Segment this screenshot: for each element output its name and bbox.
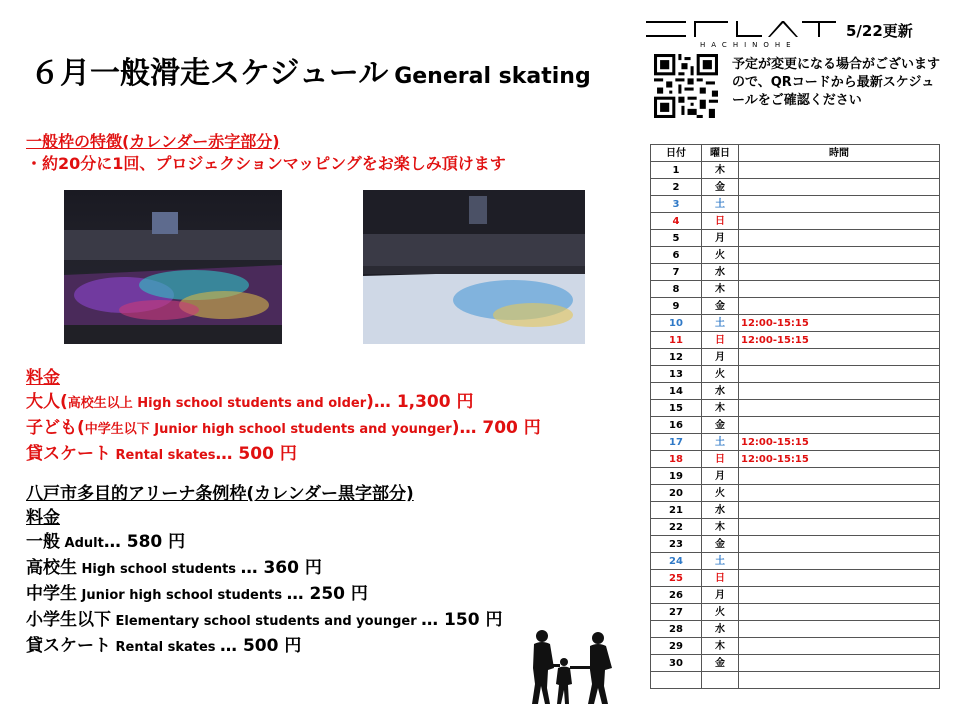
schedule-row bbox=[651, 366, 940, 383]
schedule-date bbox=[651, 672, 702, 689]
schedule-date: 11 bbox=[651, 332, 702, 349]
schedule-row bbox=[651, 332, 940, 349]
schedule-date: 17 bbox=[651, 434, 702, 451]
schedule-weekday: 土 bbox=[702, 315, 739, 332]
header-time: 時間 bbox=[739, 145, 940, 162]
arena-price-label: 小学生以下 bbox=[26, 610, 111, 630]
flat-logo-mark bbox=[646, 18, 836, 40]
schedule-time: 12:00-15:15 bbox=[739, 451, 940, 468]
schedule-row bbox=[651, 315, 940, 332]
schedule-row bbox=[651, 468, 940, 485]
schedule-weekday: 日 bbox=[702, 213, 739, 230]
qr-code-icon[interactable] bbox=[654, 54, 718, 118]
schedule-date: 12 bbox=[651, 349, 702, 366]
schedule-time bbox=[739, 570, 940, 587]
schedule-weekday: 火 bbox=[702, 604, 739, 621]
schedule-date: 25 bbox=[651, 570, 702, 587]
schedule-row bbox=[651, 281, 940, 298]
schedule-date: 22 bbox=[651, 519, 702, 536]
schedule-date: 24 bbox=[651, 553, 702, 570]
schedule-time: 12:00-15:15 bbox=[739, 332, 940, 349]
schedule-date: 7 bbox=[651, 264, 702, 281]
schedule-time bbox=[739, 604, 940, 621]
schedule-date: 20 bbox=[651, 485, 702, 502]
schedule-date: 29 bbox=[651, 638, 702, 655]
schedule-row bbox=[651, 434, 940, 451]
arena-price-value: … 360 円 bbox=[240, 558, 322, 578]
schedule-time bbox=[739, 230, 940, 247]
schedule-row bbox=[651, 621, 940, 638]
arena-price-row bbox=[26, 634, 502, 660]
schedule-row bbox=[651, 298, 940, 315]
schedule-row bbox=[651, 179, 940, 196]
schedule-weekday: 月 bbox=[702, 468, 739, 485]
schedule-time: 12:00-15:15 bbox=[739, 315, 940, 332]
price-child: 子ども(中学生以下 Junior high school students and younger)… 700 円 bbox=[26, 418, 541, 438]
schedule-weekday: 日 bbox=[702, 451, 739, 468]
schedule-weekday: 日 bbox=[702, 332, 739, 349]
feature-heading: 一般枠の特徴(カレンダー赤字部分) bbox=[26, 132, 280, 151]
schedule-date: 18 bbox=[651, 451, 702, 468]
schedule-weekday: 土 bbox=[702, 196, 739, 213]
schedule-time bbox=[739, 196, 940, 213]
schedule-time bbox=[739, 587, 940, 604]
schedule-weekday: 火 bbox=[702, 366, 739, 383]
family-skating-silhouette bbox=[520, 628, 630, 708]
schedule-time bbox=[739, 638, 940, 655]
prices-heading: 料金 bbox=[26, 368, 60, 388]
schedule-time bbox=[739, 468, 940, 485]
schedule-date: 23 bbox=[651, 536, 702, 553]
schedule-row bbox=[651, 638, 940, 655]
arena-price-note: Adult bbox=[60, 536, 104, 551]
schedule-row bbox=[651, 485, 940, 502]
schedule-row bbox=[651, 349, 940, 366]
schedule-weekday: 水 bbox=[702, 264, 739, 281]
schedule-row bbox=[651, 196, 940, 213]
schedule-date: 4 bbox=[651, 213, 702, 230]
schedule-date: 6 bbox=[651, 247, 702, 264]
title-en: General skating bbox=[394, 64, 591, 89]
schedule-weekday: 月 bbox=[702, 230, 739, 247]
schedule-header-row bbox=[651, 145, 940, 162]
schedule-time bbox=[739, 349, 940, 366]
price-rental: 貸スケート Rental skates… 500 円 bbox=[26, 444, 297, 464]
schedule-time bbox=[739, 383, 940, 400]
arena-price-value: … 150 円 bbox=[421, 610, 503, 630]
schedule-time bbox=[739, 672, 940, 689]
schedule-row bbox=[651, 162, 940, 179]
title-ja: ６月一般滑走スケジュール bbox=[30, 56, 389, 91]
schedule-row bbox=[651, 655, 940, 672]
schedule-time bbox=[739, 400, 940, 417]
schedule-table bbox=[650, 144, 940, 689]
schedule-row bbox=[651, 400, 940, 417]
schedule-time bbox=[739, 485, 940, 502]
schedule-time bbox=[739, 366, 940, 383]
schedule-row bbox=[651, 587, 940, 604]
schedule-date: 3 bbox=[651, 196, 702, 213]
schedule-weekday: 火 bbox=[702, 485, 739, 502]
schedule-weekday: 木 bbox=[702, 400, 739, 417]
schedule-date: 14 bbox=[651, 383, 702, 400]
arena-price-value: … 250 円 bbox=[286, 584, 368, 604]
feature-section bbox=[26, 131, 506, 175]
schedule-weekday: 水 bbox=[702, 502, 739, 519]
schedule-row bbox=[651, 264, 940, 281]
header-date: 日付 bbox=[651, 145, 702, 162]
schedule-row bbox=[651, 570, 940, 587]
schedule-weekday: 金 bbox=[702, 655, 739, 672]
schedule-date: 28 bbox=[651, 621, 702, 638]
schedule-time bbox=[739, 264, 940, 281]
schedule-time bbox=[739, 519, 940, 536]
schedule-weekday: 月 bbox=[702, 349, 739, 366]
arena-price-value: … 500 円 bbox=[220, 636, 302, 656]
schedule-date: 9 bbox=[651, 298, 702, 315]
schedule-row bbox=[651, 672, 940, 689]
schedule-row bbox=[651, 213, 940, 230]
arena-price-label: 貸スケート bbox=[26, 636, 111, 656]
schedule-row bbox=[651, 230, 940, 247]
schedule-weekday: 金 bbox=[702, 417, 739, 434]
schedule-weekday: 水 bbox=[702, 621, 739, 638]
feature-text: ・約20分に1回、プロジェクションマッピングをお楽しみ頂けます bbox=[26, 154, 506, 173]
schedule-row bbox=[651, 417, 940, 434]
schedule-weekday: 木 bbox=[702, 162, 739, 179]
rink-photo-colorful bbox=[64, 190, 282, 344]
schedule-time bbox=[739, 553, 940, 570]
schedule-time bbox=[739, 655, 940, 672]
schedule-time bbox=[739, 502, 940, 519]
price-adult: 大人(高校生以上 High school students and older)… 1,300 円 bbox=[26, 392, 474, 412]
schedule-weekday: 木 bbox=[702, 638, 739, 655]
schedule-weekday: 金 bbox=[702, 536, 739, 553]
update-notice: 予定が変更になる場合がございますので、QRコードから最新スケジュールをご確認ください bbox=[732, 57, 941, 108]
schedule-row bbox=[651, 502, 940, 519]
schedule-time bbox=[739, 162, 940, 179]
schedule-weekday: 木 bbox=[702, 519, 739, 536]
schedule-row bbox=[651, 519, 940, 536]
schedule-date: 13 bbox=[651, 366, 702, 383]
schedule-weekday: 土 bbox=[702, 553, 739, 570]
schedule-weekday bbox=[702, 672, 739, 689]
page-title bbox=[30, 48, 591, 92]
general-prices bbox=[26, 366, 541, 468]
schedule-weekday: 土 bbox=[702, 434, 739, 451]
arena-price-note: Rental skates bbox=[111, 640, 221, 655]
arena-price-note: Junior high school students bbox=[77, 588, 287, 603]
schedule-weekday: 金 bbox=[702, 179, 739, 196]
arena-price-label: 一般 bbox=[26, 532, 60, 552]
schedule-weekday: 火 bbox=[702, 247, 739, 264]
schedule-time bbox=[739, 298, 940, 315]
schedule-row bbox=[651, 451, 940, 468]
schedule-weekday: 月 bbox=[702, 587, 739, 604]
arena-price-row bbox=[26, 582, 502, 608]
updated-date: 5/22更新 bbox=[846, 22, 913, 40]
schedule-weekday: 水 bbox=[702, 383, 739, 400]
schedule-date: 21 bbox=[651, 502, 702, 519]
arena-price-value: … 580 円 bbox=[103, 532, 186, 552]
rink-photo-maze bbox=[363, 190, 585, 344]
arena-subheading: 料金 bbox=[26, 508, 60, 528]
schedule-row bbox=[651, 247, 940, 264]
arena-prices bbox=[26, 482, 502, 660]
schedule-row bbox=[651, 553, 940, 570]
schedule-time bbox=[739, 417, 940, 434]
schedule-time: 12:00-15:15 bbox=[739, 434, 940, 451]
arena-price-label: 中学生 bbox=[26, 584, 77, 604]
schedule-date: 30 bbox=[651, 655, 702, 672]
schedule-date: 15 bbox=[651, 400, 702, 417]
schedule-time bbox=[739, 247, 940, 264]
schedule-date: 5 bbox=[651, 230, 702, 247]
schedule-weekday: 日 bbox=[702, 570, 739, 587]
schedule-row bbox=[651, 383, 940, 400]
schedule-time bbox=[739, 179, 940, 196]
schedule-weekday: 金 bbox=[702, 298, 739, 315]
schedule-row bbox=[651, 536, 940, 553]
schedule-time bbox=[739, 621, 940, 638]
schedule-date: 8 bbox=[651, 281, 702, 298]
schedule-time bbox=[739, 536, 940, 553]
schedule-time bbox=[739, 213, 940, 230]
schedule-date: 16 bbox=[651, 417, 702, 434]
logo-subtitle: HACHINOHE bbox=[700, 41, 797, 49]
schedule-row bbox=[651, 604, 940, 621]
arena-price-label: 高校生 bbox=[26, 558, 77, 578]
schedule-date: 10 bbox=[651, 315, 702, 332]
arena-price-note: High school students bbox=[77, 562, 241, 577]
schedule-date: 19 bbox=[651, 468, 702, 485]
arena-price-row bbox=[26, 556, 502, 582]
schedule-date: 26 bbox=[651, 587, 702, 604]
schedule-weekday: 木 bbox=[702, 281, 739, 298]
arena-heading: 八戸市多目的アリーナ条例枠(カレンダー黒字部分) bbox=[26, 484, 414, 504]
arena-price-row bbox=[26, 530, 502, 556]
schedule-date: 1 bbox=[651, 162, 702, 179]
arena-price-row bbox=[26, 608, 502, 634]
schedule-date: 27 bbox=[651, 604, 702, 621]
schedule-date: 2 bbox=[651, 179, 702, 196]
arena-price-note: Elementary school students and younger bbox=[111, 614, 422, 629]
header-weekday: 曜日 bbox=[702, 145, 739, 162]
schedule-time bbox=[739, 281, 940, 298]
